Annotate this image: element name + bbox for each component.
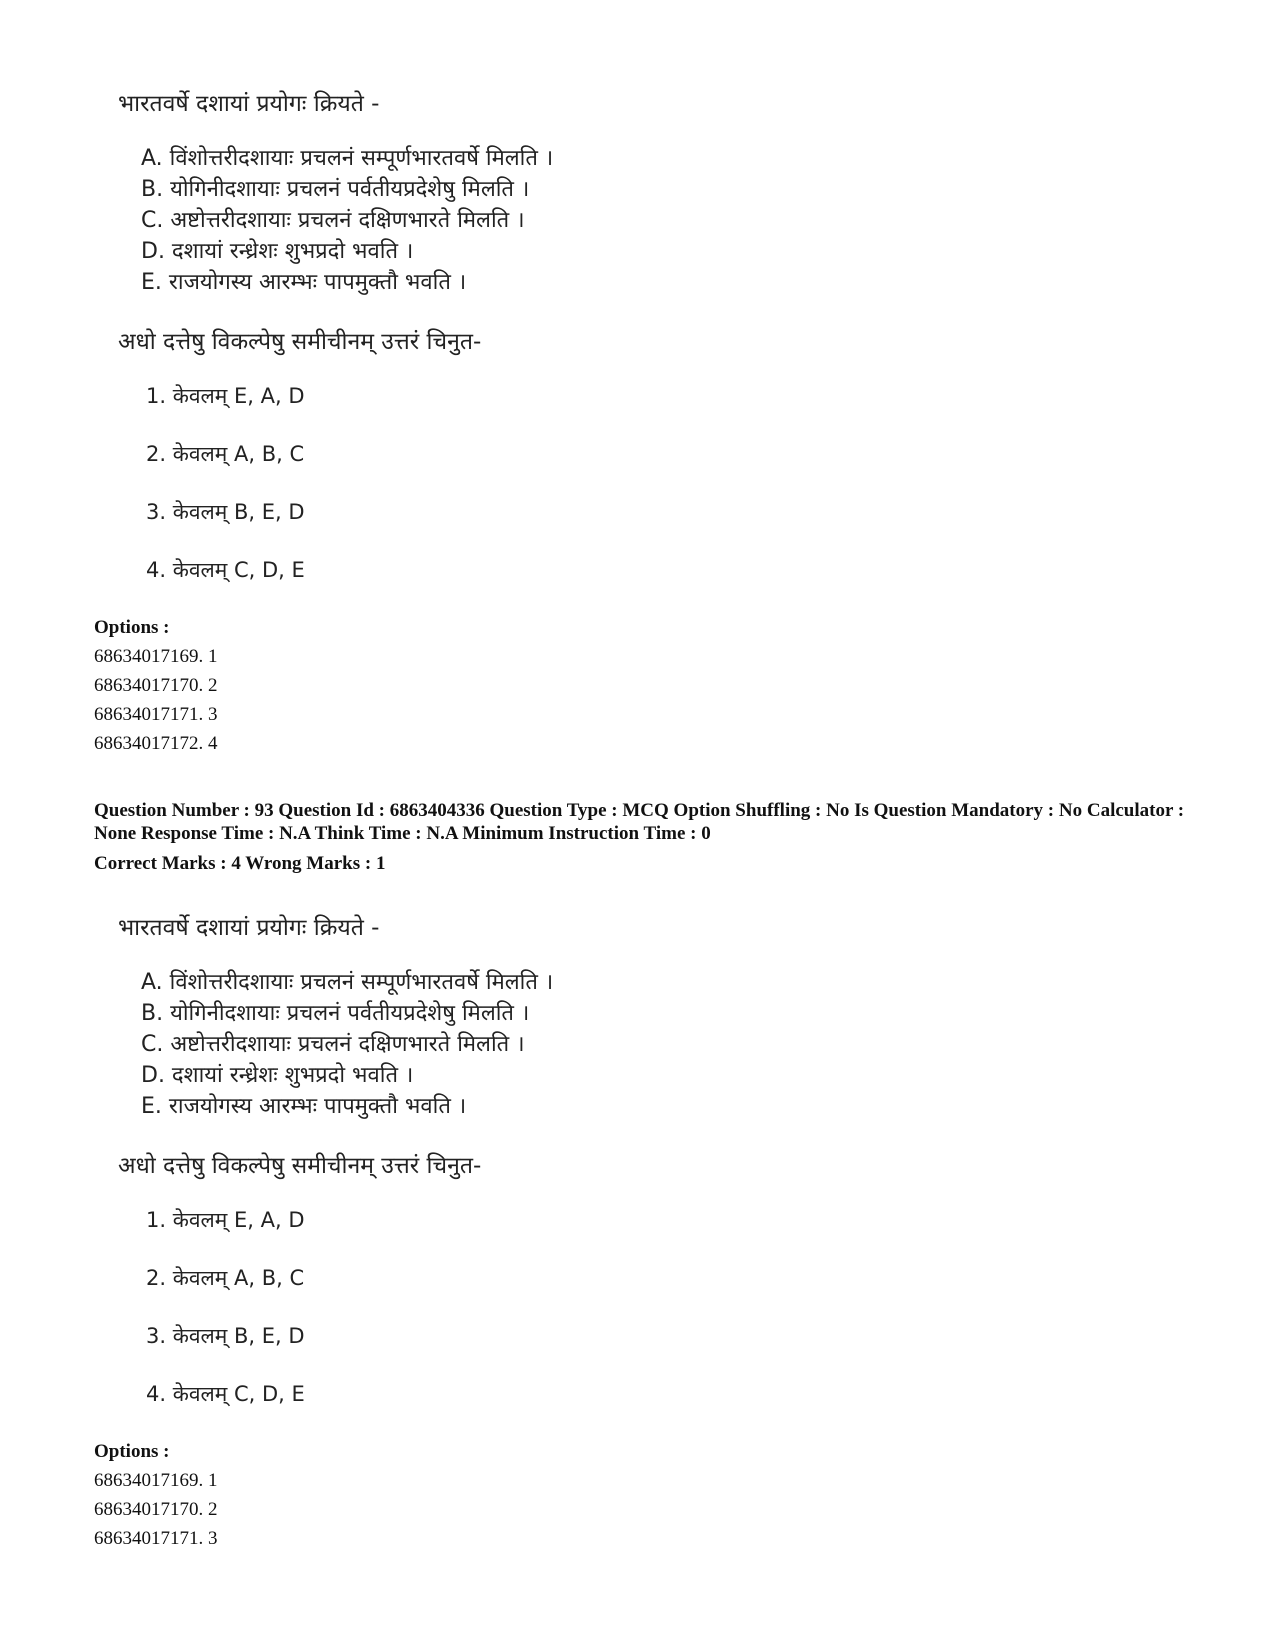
statement-c: C. अष्टोत्तरीदशायाः प्रचलनं दक्षिणभारते मिलति । <box>141 1032 525 1057</box>
statement-d: D. दशायां रन्ध्रेशः शुभप्रदो भवति । <box>141 1063 414 1088</box>
question-instruction: अधो दत्तेषु विकल्पेषु समीचीनम् उत्तरं चिनुत- <box>118 1153 482 1179</box>
choice-3: 3. केवलम् B, E, D <box>146 1324 305 1348</box>
options-label: Options : <box>94 1441 170 1462</box>
statement-b: B. योगिनीदशायाः प्रचलनं पर्वतीयप्रदेशेषु मिलति । <box>141 177 530 202</box>
choice-3: 3. केवलम् B, E, D <box>146 500 305 524</box>
option-id-line: 68634017170. 2 <box>94 1499 218 1520</box>
option-id-line: 68634017171. 3 <box>94 704 218 725</box>
statement-b: B. योगिनीदशायाः प्रचलनं पर्वतीयप्रदेशेषु मिलति । <box>141 1001 530 1026</box>
question-intro: भारतवर्षे दशायां प्रयोगः क्रियते - <box>118 915 380 941</box>
options-label: Options : <box>94 617 170 638</box>
choice-2: 2. केवलम् A, B, C <box>146 1266 305 1290</box>
question-instruction: अधो दत्तेषु विकल्पेषु समीचीनम् उत्तरं चिनुत- <box>118 329 482 355</box>
statement-a: A. विंशोत्तरीदशायाः प्रचलनं सम्पूर्णभारतवर्षे मिलति । <box>141 970 554 995</box>
option-id-line: 68634017169. 1 <box>94 1470 218 1491</box>
statement-e: E. राजयोगस्य आरम्भः पापमुक्तौ भवति । <box>141 1094 467 1119</box>
choice-4: 4. केवलम् C, D, E <box>146 1382 305 1406</box>
statement-e: E. राजयोगस्य आरम्भः पापमुक्तौ भवति । <box>141 270 467 295</box>
choice-1: 1. केवलम् E, A, D <box>146 1208 305 1232</box>
option-id-line: 68634017170. 2 <box>94 675 218 696</box>
option-id-line: 68634017172. 4 <box>94 733 218 754</box>
statement-c: C. अष्टोत्तरीदशायाः प्रचलनं दक्षिणभारते मिलति । <box>141 208 525 233</box>
choice-4: 4. केवलम् C, D, E <box>146 558 305 582</box>
choice-2: 2. केवलम् A, B, C <box>146 442 305 466</box>
statement-a: A. विंशोत्तरीदशायाः प्रचलनं सम्पूर्णभारतवर्षे मिलति । <box>141 146 554 171</box>
statement-d: D. दशायां रन्ध्रेशः शुभप्रदो भवति । <box>141 239 414 264</box>
question-intro: भारतवर्षे दशायां प्रयोगः क्रियते - <box>118 91 380 117</box>
choice-1: 1. केवलम् E, A, D <box>146 384 305 408</box>
option-id-line: 68634017171. 3 <box>94 1528 218 1549</box>
option-id-line: 68634017169. 1 <box>94 646 218 667</box>
question-metadata: Question Number : 93 Question Id : 6863404336 Question Type : MCQ Option Shuffling : No Is Question Mandatory : No Calculator : None Response Time : N.A Think Time : N.A Minimum Instruction Time : 0 <box>94 800 1185 844</box>
question-marks: Correct Marks : 4 Wrong Marks : 1 <box>94 853 386 874</box>
